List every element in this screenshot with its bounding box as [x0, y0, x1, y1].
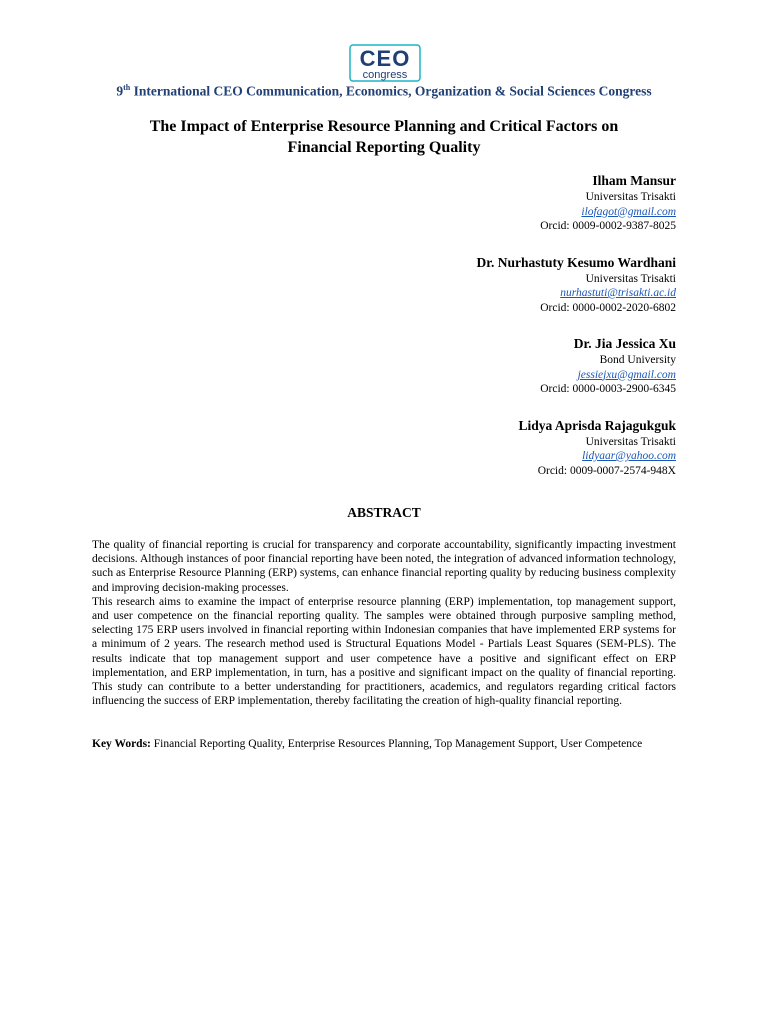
author-orcid: Orcid: 0009-0007-2574-948X [537, 464, 676, 477]
author-block [176, 335, 676, 397]
congress-name: International CEO Communication, Economics, Organization & Social Sciences Congress [130, 83, 652, 99]
congress-ordinal-suffix: th [123, 83, 131, 92]
keywords [92, 737, 676, 751]
author-affiliation: Universitas Trisakti [585, 435, 676, 448]
author-email-link[interactable]: lidyaar@yahoo.com [582, 450, 676, 462]
author-affiliation: Universitas Trisakti [585, 191, 676, 203]
ceo-congress-logo [349, 44, 421, 82]
author-orcid: Orcid: 0000-0003-2900-6345 [540, 383, 676, 395]
author-block [176, 417, 676, 479]
author-email-link[interactable]: ilofagot@gmail.com [581, 205, 676, 218]
author-block [176, 254, 676, 316]
abstract-paragraph-1: The quality of financial reporting is crucial for transparency and corporate accountability, significantly impacting investment decisions. Although instances of poor financial reporting have been noted, the integration of advanced information technology, such as Enterprise Resource Planning (ERP) systems, can enhance financial reporting quality by reducing business complexity and improving decision-making processes. [92, 539, 676, 594]
abstract-paragraph-2: This research aims to examine the impact of enterprise resource planning (ERP) implementation, top management support, and user competence on the financial reporting quality. The samples were obtained through purposive sampling method, selecting 175 ERP users involved in financial reporting within Indonesian companies that have implemented ERP systems for a minimum of 2 years. The research method used is Structural Equations Model - Partials Least Squares (SEM-PLS). The results indicate that top management support and user competence have a positive and significant effect on ERP implementation, and ERP implementation, in turn, has a positive and significant impact on the quality of financial reporting. This study can contribute to a better understanding for practitioners, academics, and regulators regarding critical factors influencing the success of ERP implementation, thereby facilitating the creation of high-quality financial reporting. [92, 595, 676, 708]
author-list [176, 172, 676, 498]
paper-title [80, 116, 688, 158]
keywords-label: Key Words: [92, 738, 151, 750]
author-affiliation: Universitas Trisakti [585, 272, 676, 285]
author-affiliation: Bond University [599, 354, 676, 366]
congress-ordinal: 9 [116, 83, 124, 99]
logo-text-bottom: congress [362, 69, 408, 81]
paper-title-line-1: The Impact of Enterprise Resource Planning and Critical Factors on [149, 118, 619, 135]
congress-heading [0, 83, 768, 100]
abstract-body [92, 538, 676, 708]
author-email-link[interactable]: jessiejxu@gmail.com [577, 368, 676, 381]
author-orcid: Orcid: 0009-0002-9387-8025 [540, 220, 676, 232]
author-email-link[interactable]: nurhastuti@trisakti.ac.id [560, 287, 676, 299]
author-name: Ilham Mansur [592, 173, 676, 188]
author-name: Dr. Jia Jessica Xu [573, 336, 676, 351]
logo-text-top: CEO [359, 46, 411, 71]
author-name: Lidya Aprisda Rajagukguk [518, 417, 676, 433]
keywords-text: Financial Reporting Quality, Enterprise Resources Planning, Top Management Support, User Competence [150, 738, 643, 750]
author-block [176, 172, 676, 234]
abstract-heading: ABSTRACT [347, 505, 421, 520]
author-orcid: Orcid: 0000-0002-2020-6802 [540, 301, 676, 314]
paper-title-line-2: Financial Reporting Quality [287, 139, 481, 156]
author-name: Dr. Nurhastuty Kesumo Wardhani [476, 254, 676, 270]
